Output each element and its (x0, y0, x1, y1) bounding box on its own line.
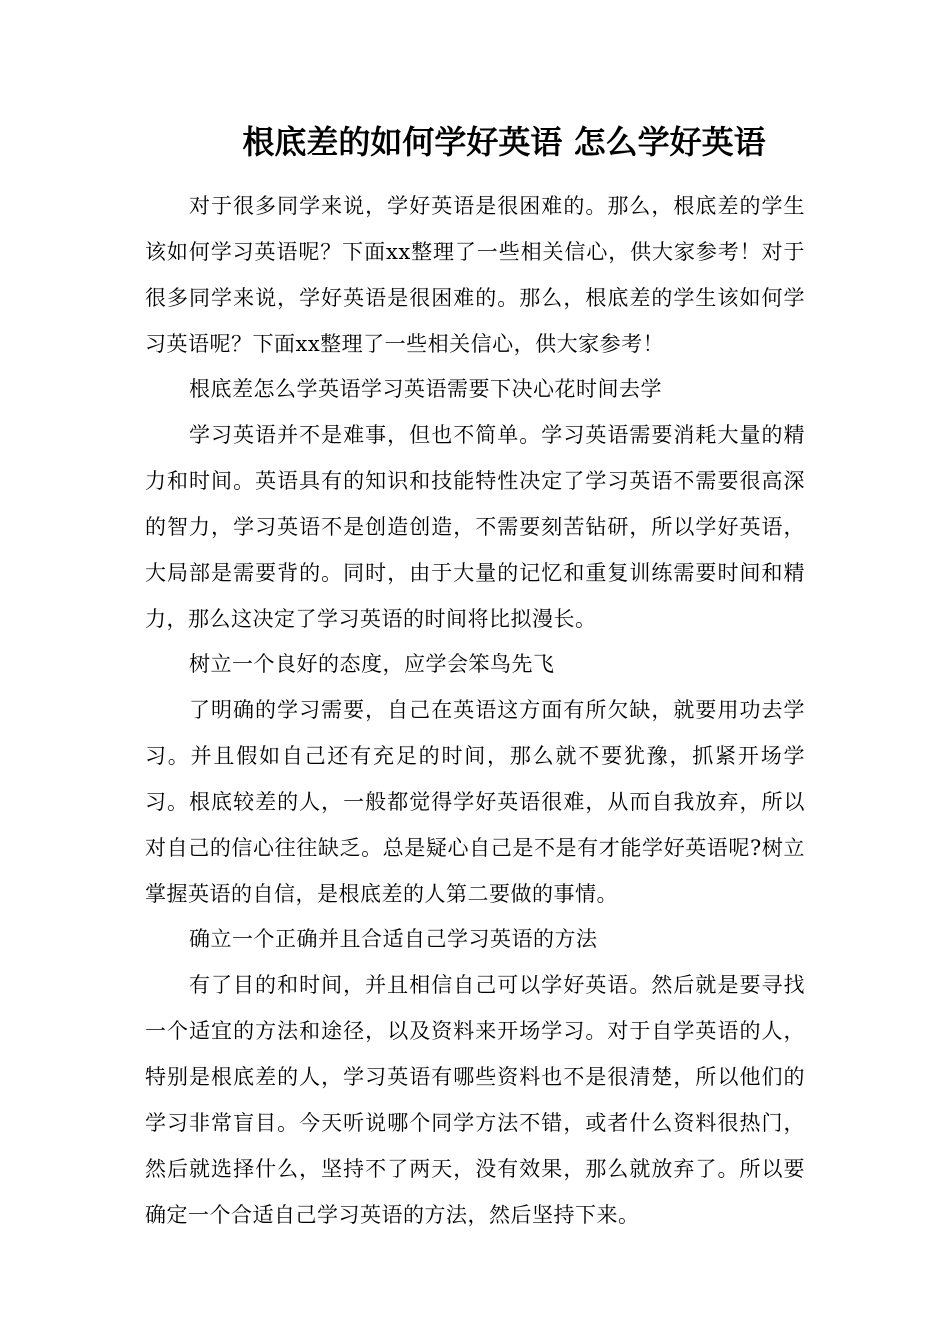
paragraph-3: 有了目的和时间，并且相信自己可以学好英语。然后就是要寻找一个适宜的方法和途径，以及资料来开场学习。对于自学英语的人，特别是根底差的人，学习英语有哪些资料也不是很清楚，所以他们的学习非常盲目。今天听说哪个同学方法不错，或者什么资料很热门，然后就选择什么，坚持不了两天，没有效果，那么就放弃了。所以要确定一个合适自己学习英语的方法，然后坚持下来。 (145, 973, 805, 1227)
paragraph-2: 了明确的学习需要，自己在英语这方面有所欠缺，就要用功去学习。并且假如自己还有充足的时间，那么就不要犹豫，抓紧开场学习。根底较差的人，一般都觉得学好英语很难，从而自我放弃，所以对自己的信心往往缺乏。总是疑心自己是不是有才能学好英语呢?树立掌握英语的自信，是根底差的人第二要做的事情。 (145, 698, 805, 906)
section-heading-1: 根底差怎么学英语学习英语需要下决心花时间去学 (189, 377, 662, 401)
paragraph-1: 学习英语并不是难事，但也不简单。学习英语需要消耗大量的精力和时间。英语具有的知识和技能特性决定了学习英语不需要很高深的智力，学习英语不是创造创造，不需要刻苦钻研，所以学好英语，大局部是需要背的。同时，由于大量的记忆和重复训练需要时间和精力，那么这决定了学习英语的时间将比拟漫长。 (145, 423, 805, 631)
section-heading-3: 确立一个正确并且合适自己学习英语的方法 (189, 927, 598, 951)
section-heading-2: 树立一个良好的态度，应学会笨鸟先飞 (189, 652, 555, 676)
document-title: 根底差的如何学好英语 怎么学好英语 (242, 123, 766, 161)
document-body (145, 183, 805, 1238)
paragraph-intro: 对于很多同学来说，学好英语是很困难的。那么，根底差的学生该如何学习英语呢？下面xx整理了一些相关信心，供大家参考！对于很多同学来说，学好英语是很困难的。那么，根底差的学生该如何学习英语呢？下面xx整理了一些相关信心，供大家参考！ (145, 194, 805, 356)
